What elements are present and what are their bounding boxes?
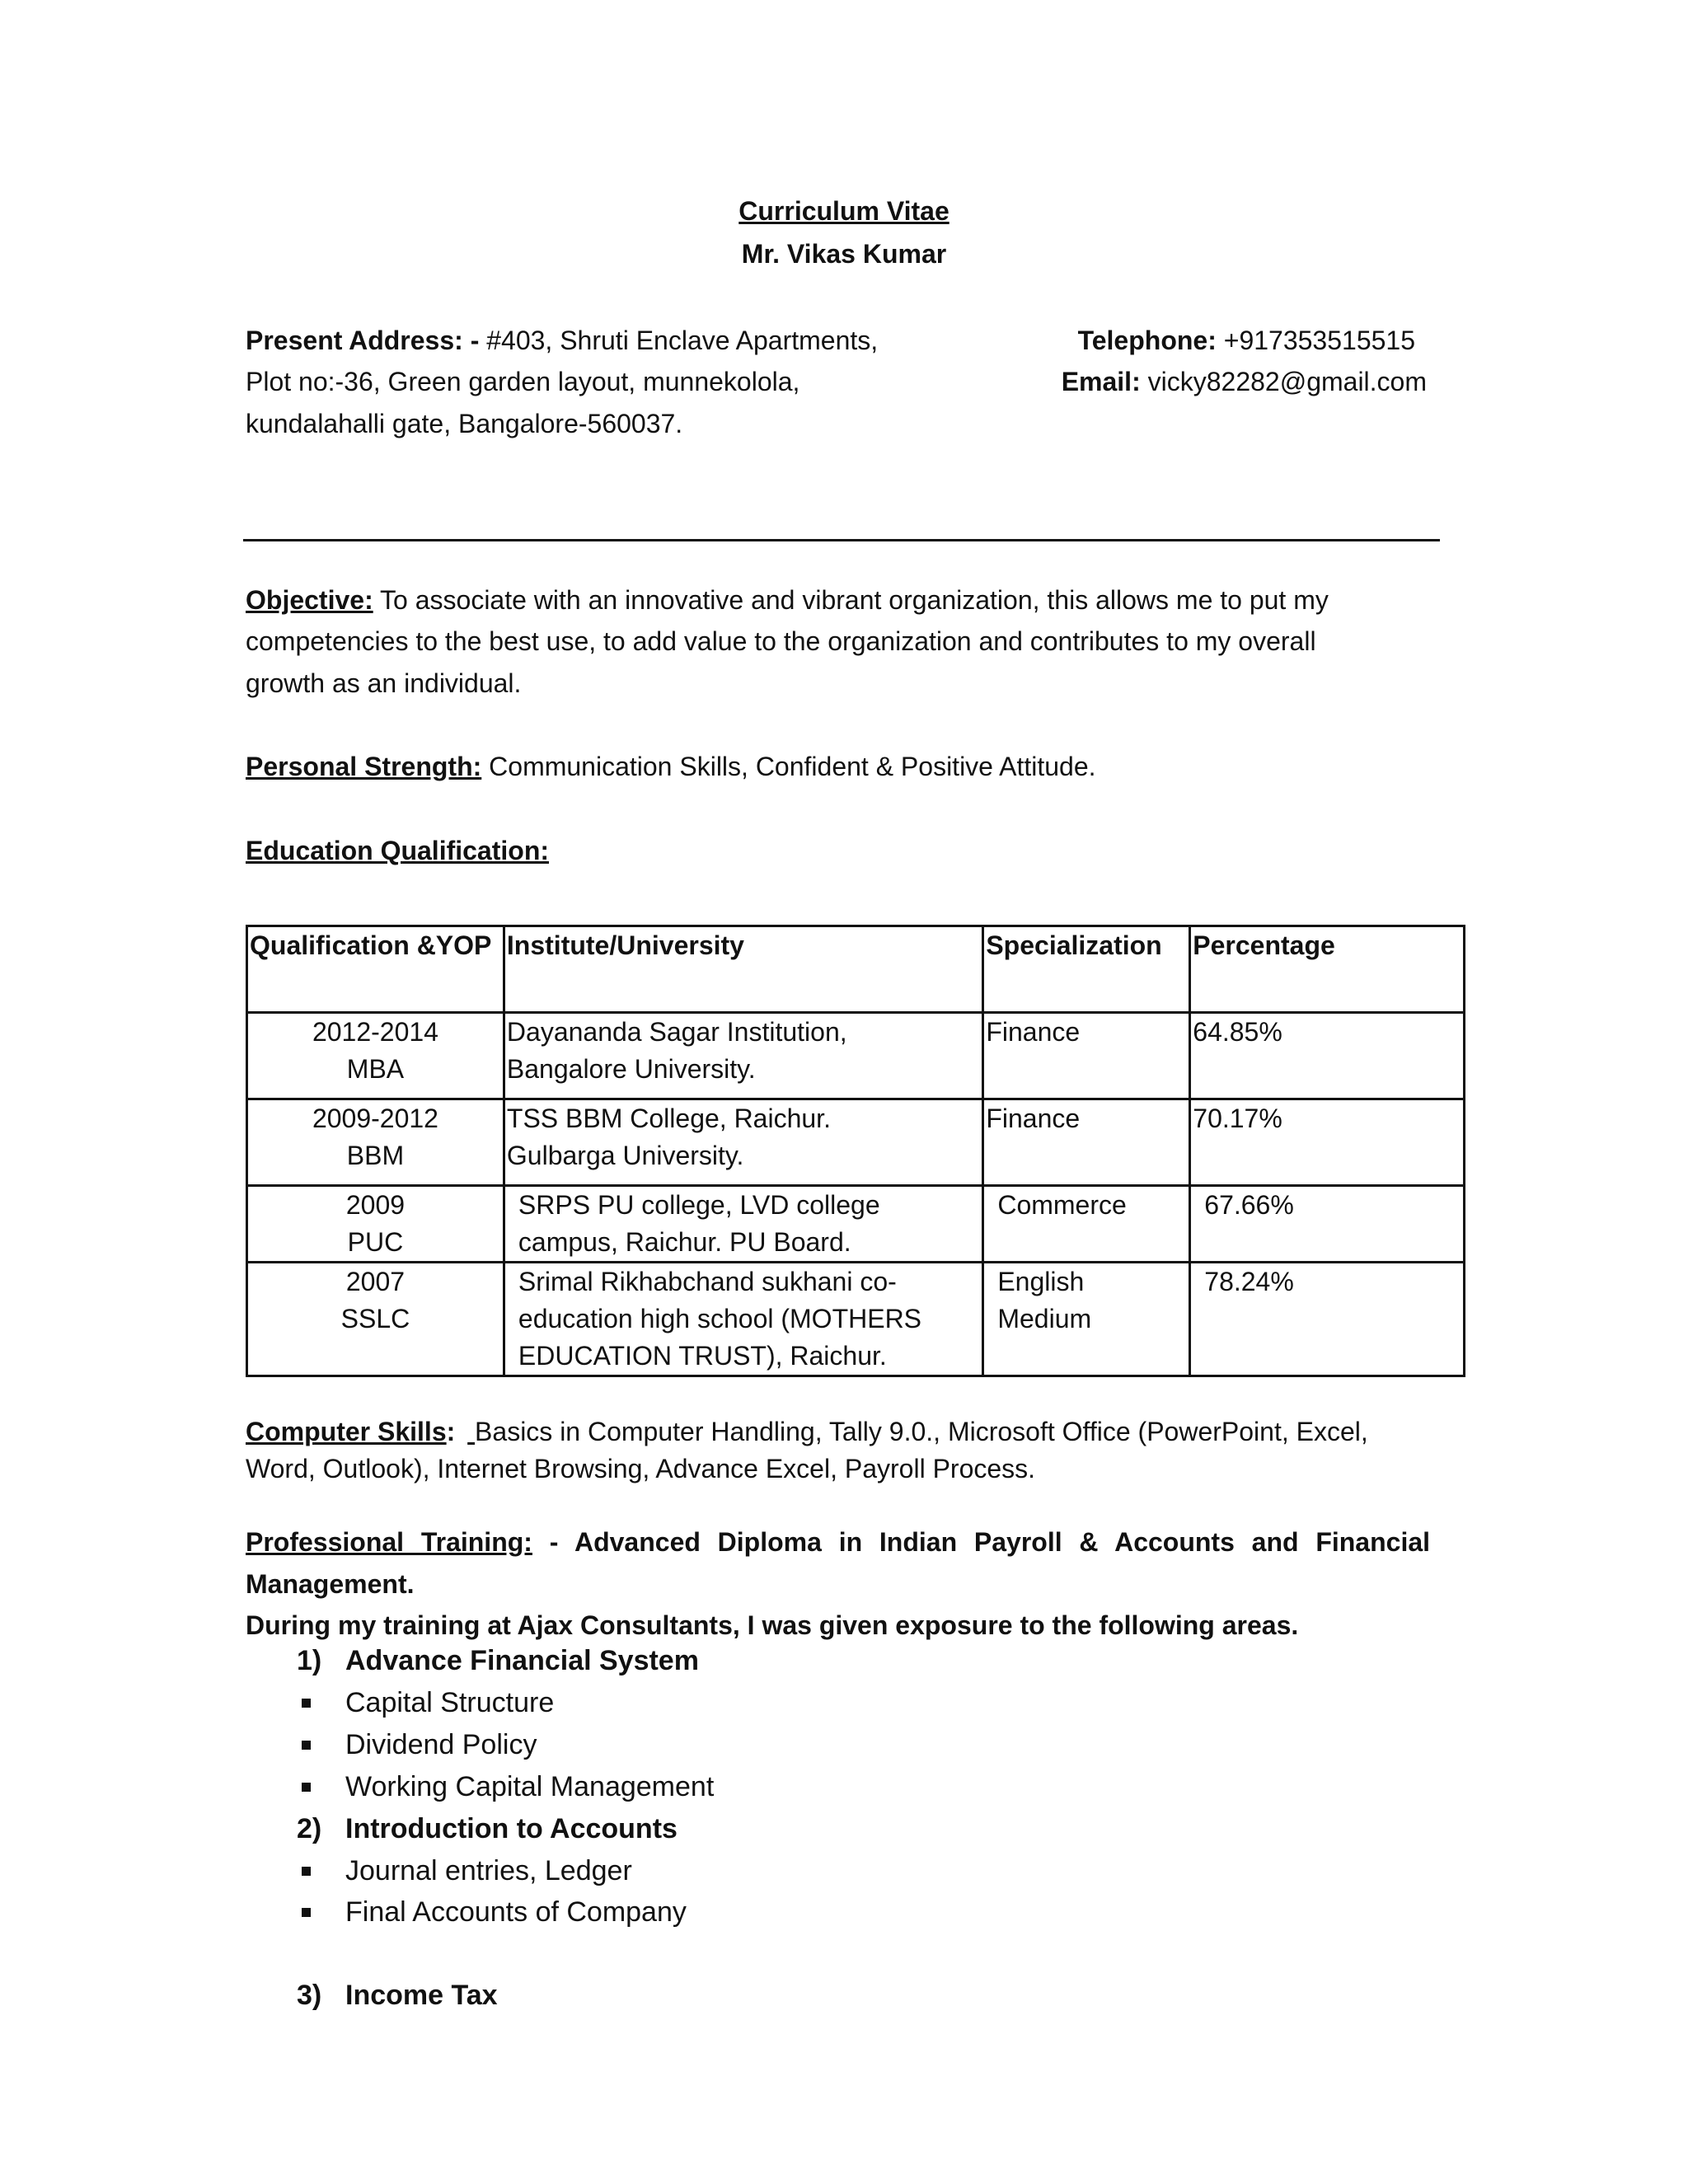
section-number: 3) [297, 1980, 322, 2011]
list-item-text: Final Accounts of Company [345, 1896, 687, 1928]
section-title: Introduction to Accounts [345, 1813, 678, 1844]
institute-line: Dayananda Sagar Institution, [506, 1017, 847, 1047]
institute-line: SRPS PU college, LVD college [518, 1190, 880, 1220]
institute-line: education high school (MOTHERS [518, 1304, 922, 1333]
qualification-cell [247, 1013, 504, 1099]
email-label: Email: [1061, 367, 1141, 396]
specialization-line: Medium [997, 1304, 1092, 1333]
objective-text-1: To associate with an innovative and vibrant organization, this allows me to put my [380, 585, 1329, 615]
percentage-cell: 78.24% [1190, 1263, 1465, 1376]
degree-text: MBA [346, 1054, 405, 1084]
percentage-cell: 64.85% [1190, 1013, 1465, 1099]
institute-line: TSS BBM College, Raichur. [506, 1104, 831, 1133]
telephone-value: +917353515515 [1223, 326, 1415, 355]
table-row [247, 1186, 1465, 1263]
document-title: Curriculum Vitae [738, 196, 950, 226]
address-line-3: kundalahalli gate, Bangalore-560037. [246, 409, 683, 438]
training-label: Professional Training: [246, 1527, 532, 1557]
personal-strength [246, 746, 1096, 788]
col-header-institute: Institute/University [504, 926, 982, 1013]
year-text: 2009 [345, 1190, 406, 1220]
specialization-cell: Commerce [983, 1186, 1190, 1263]
percentage-cell: 67.66% [1190, 1186, 1465, 1263]
training-line-2: Management. [246, 1569, 415, 1599]
table-row [247, 1099, 1465, 1186]
section-title: Income Tax [345, 1980, 498, 2011]
training-text-1: - Advanced Diploma in Indian Payroll & Accounts and Financial [549, 1527, 1431, 1557]
list-item-text: Working Capital Management [345, 1771, 715, 1802]
list-item-text: Journal entries, Ledger [345, 1855, 632, 1886]
training-line-1 [246, 1521, 1430, 1563]
percentage-cell: 70.17% [1190, 1099, 1465, 1186]
institute-line: EDUCATION TRUST), Raichur. [518, 1341, 887, 1371]
section-number: 1) [297, 1645, 322, 1676]
degree-text: SSLC [340, 1304, 410, 1333]
institute-line: Bangalore University. [506, 1054, 756, 1084]
training-line-3: During my training at Ajax Consultants, I was given exposure to the following areas. [246, 1610, 1299, 1640]
list-item-text: Dividend Policy [345, 1729, 537, 1760]
objective-line-2: competencies to the best use, to add value to the organization and contributes to my overall [246, 626, 1316, 656]
objective-label: Objective: [246, 585, 373, 615]
col-header-specialization: Specialization [983, 926, 1190, 1013]
year-text: 2007 [345, 1267, 406, 1296]
square-bullet-icon [302, 1908, 311, 1917]
institute-cell [504, 1013, 982, 1099]
table-row [247, 1263, 1465, 1376]
qualification-cell [247, 1099, 504, 1186]
institute-line: Gulbarga University. [506, 1141, 744, 1170]
year-text: 2012-2014 [312, 1017, 438, 1047]
degree-text: PUC [347, 1227, 404, 1257]
institute-cell [504, 1263, 982, 1376]
objective-line-1 [246, 579, 1329, 621]
address-label: Present Address: - [246, 326, 480, 355]
computer-skills-text-1: Basics in Computer Handling, Tally 9.0., Microsoft Office (PowerPoint, Excel, [475, 1417, 1368, 1446]
list-item-text: Capital Structure [345, 1687, 555, 1718]
specialization-cell: Finance [983, 1099, 1190, 1186]
qualification-cell [247, 1263, 504, 1376]
year-text: 2009-2012 [312, 1104, 438, 1133]
table-header-row [247, 926, 1465, 1013]
header-divider [243, 539, 1440, 541]
col-header-percentage: Percentage [1190, 926, 1465, 1013]
address-line-2: Plot no:-36, Green garden layout, munnekolola, [246, 367, 800, 396]
address-line-1 [246, 320, 878, 362]
institute-line: Srimal Rikhabchand sukhani co- [518, 1267, 897, 1296]
strength-text: Communication Skills, Confident & Positive Attitude. [489, 752, 1096, 781]
square-bullet-icon [302, 1867, 311, 1876]
email-line [1062, 361, 1427, 403]
degree-text: BBM [346, 1141, 405, 1170]
specialization-cell [983, 1263, 1190, 1376]
square-bullet-icon [302, 1783, 311, 1792]
square-bullet-icon [302, 1741, 311, 1750]
telephone-line [1078, 320, 1415, 362]
computer-skills-label: Computer Skills [246, 1417, 447, 1446]
address-text-1: #403, Shruti Enclave Apartments, [486, 326, 879, 355]
section-title: Advance Financial System [345, 1645, 699, 1676]
institute-line: campus, Raichur. PU Board. [518, 1227, 851, 1257]
square-bullet-icon [302, 1699, 311, 1708]
education-heading: Education Qualification: [246, 836, 550, 865]
col-header-qualification: Qualification &YOP [247, 926, 504, 1013]
specialization-line: English [997, 1267, 1085, 1296]
institute-cell [504, 1186, 982, 1263]
computer-skills-colon: : [446, 1417, 456, 1446]
objective-line-3: growth as an individual. [246, 668, 522, 698]
institute-cell [504, 1099, 982, 1186]
computer-skills-line-1 [246, 1411, 1368, 1453]
email-value: vicky82282@gmail.com [1147, 367, 1427, 396]
education-table [246, 925, 1465, 1377]
table-row [247, 1013, 1465, 1099]
specialization-cell: Finance [983, 1013, 1190, 1099]
computer-skills-line-2: Word, Outlook), Internet Browsing, Advance Excel, Payroll Process. [246, 1454, 1036, 1483]
telephone-label: Telephone: [1077, 326, 1217, 355]
section-number: 2) [297, 1813, 322, 1844]
qualification-cell [247, 1186, 504, 1263]
strength-label: Personal Strength: [246, 752, 482, 781]
candidate-name: Mr. Vikas Kumar [741, 239, 947, 269]
